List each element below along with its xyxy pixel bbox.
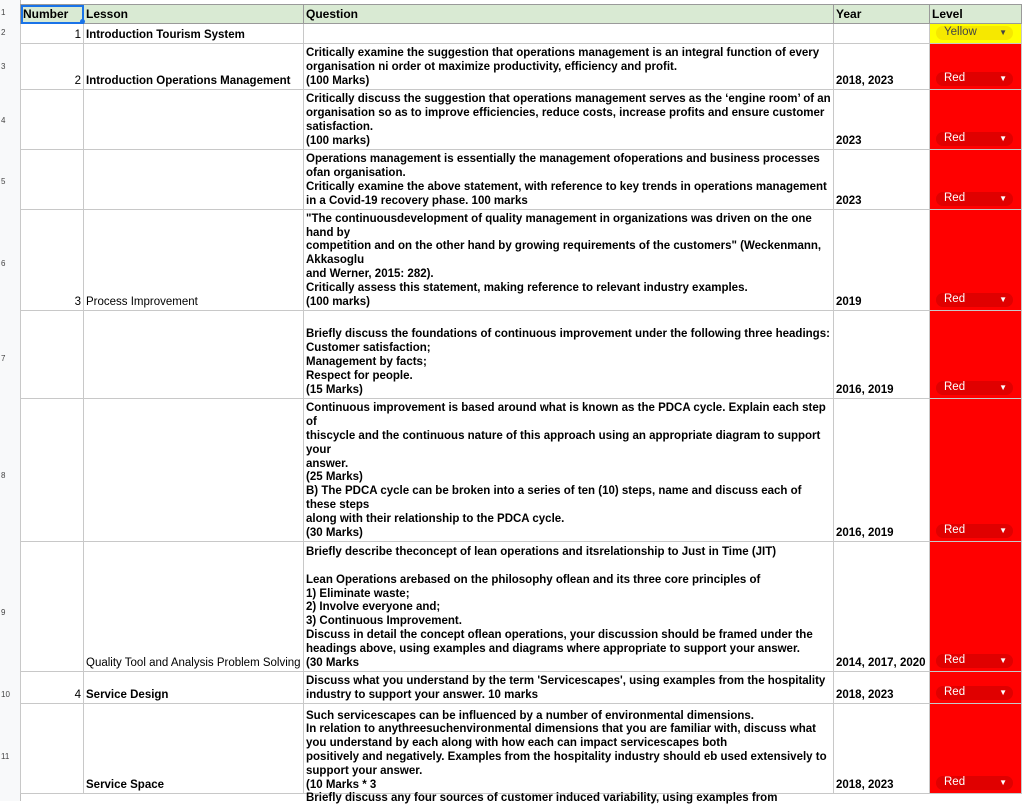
- chevron-down-icon: ▼: [999, 74, 1007, 84]
- header-row: [21, 5, 1022, 24]
- table-row: [21, 672, 1022, 704]
- number-cell[interactable]: [21, 150, 84, 210]
- row-number[interactable]: 4: [1, 116, 6, 125]
- lesson-cell[interactable]: [84, 311, 304, 399]
- level-value: Red: [944, 524, 966, 537]
- number-cell[interactable]: [21, 399, 84, 542]
- table-row: [21, 399, 1022, 542]
- level-dropdown-chip[interactable]: [936, 192, 1013, 206]
- table-row: [21, 311, 1022, 399]
- level-value: Red: [944, 192, 966, 205]
- chevron-down-icon: ▼: [999, 656, 1007, 666]
- year-cell[interactable]: 2018, 2023: [834, 44, 930, 90]
- level-dropdown-chip[interactable]: [936, 72, 1013, 86]
- question-cell[interactable]: "The continuousdevelopment of quality management in organizations was driven on the one hand by competition and on the other hand by growing requirements of the customers" (Weckenmann, Akkasoglu and Werner, 2015: 282). Critically assess this statement, making reference to relevant industry examples. (100 marks): [304, 210, 834, 311]
- level-value: Yellow: [944, 26, 977, 39]
- level-dropdown-chip[interactable]: [936, 524, 1013, 538]
- number-cell[interactable]: 1: [21, 24, 84, 44]
- question-cell[interactable]: Critically examine the suggestion that operations management is an integral function of every organisation ni order ot maximize productivity, efficiency and profit. (100 Marks): [304, 44, 834, 90]
- lesson-cell[interactable]: Quality Tool and Analysis Problem Solving: [84, 542, 304, 672]
- header-number[interactable]: Number: [21, 5, 84, 24]
- row-number[interactable]: 3: [1, 62, 6, 71]
- row-number[interactable]: 2: [1, 28, 6, 37]
- year-cell[interactable]: 2018, 2023: [834, 704, 930, 794]
- level-cell[interactable]: [930, 399, 1022, 542]
- chevron-down-icon: ▼: [999, 28, 1007, 38]
- year-cell[interactable]: 2018, 2023: [834, 672, 930, 704]
- lesson-cell[interactable]: [84, 399, 304, 542]
- chevron-down-icon: ▼: [999, 194, 1007, 204]
- level-value: Red: [944, 776, 966, 789]
- chevron-down-icon: ▼: [999, 295, 1007, 305]
- question-cell[interactable]: Briefly describe theconcept of lean operations and itsrelationship to Just in Time (JIT) Lean Operations arebased on the philosophy oflean and its three core principles of 1) Eliminate waste; 2) Involve everyone and; 3) Continuous Improvement. Discuss in detail the concept oflean operations, your discussion should be framed under the headings above, using examples and diagrams where appropriate to support your answer. (30 Marks: [304, 542, 834, 672]
- number-cell[interactable]: 4: [21, 672, 84, 704]
- number-cell[interactable]: 3: [21, 210, 84, 311]
- level-dropdown-chip[interactable]: [936, 776, 1013, 790]
- number-cell[interactable]: [21, 90, 84, 150]
- level-value: Red: [944, 686, 966, 699]
- year-cell[interactable]: 2023: [834, 150, 930, 210]
- table-row: [21, 704, 1022, 794]
- question-cell[interactable]: Such servicescapes can be influenced by a number of environmental dimensions. In relation to anythreesuchenvironmental dimensions that you are familiar with, discuss what you understand by each along with how each can impact servicescapes both positively and negatively. Examples from the hospitality industry should eb used extensively to support your answer. (10 Marks * 3: [304, 704, 834, 794]
- spreadsheet-grid: [20, 4, 1022, 794]
- question-cell[interactable]: Briefly discuss the foundations of continuous improvement under the following three headings: Customer satisfaction; Management by facts; Respect for people. (15 Marks): [304, 311, 834, 399]
- table-row: [21, 542, 1022, 672]
- level-cell[interactable]: [930, 90, 1022, 150]
- row-number[interactable]: 8: [1, 470, 6, 480]
- level-value: Red: [944, 132, 966, 145]
- level-value: Red: [944, 293, 966, 306]
- level-cell[interactable]: [930, 542, 1022, 672]
- table-row: [21, 24, 1022, 44]
- header-year[interactable]: Year: [834, 5, 930, 24]
- question-cell[interactable]: Continuous improvement is based around what is known as the PDCA cycle. Explain each step of thiscycle and the continuous nature of this approach using an appropriate diagram to support your answer. (25 Marks) B) The PDCA cycle can be broken into a series of ten (10) steps, name and discuss each of these steps along with their relationship to the PDCA cycle. (30 Marks): [304, 399, 834, 542]
- level-value: Red: [944, 654, 966, 667]
- number-cell[interactable]: [21, 704, 84, 794]
- header-level[interactable]: Level: [930, 5, 1022, 24]
- chevron-down-icon: ▼: [999, 134, 1007, 144]
- lesson-cell[interactable]: Service Design: [84, 672, 304, 704]
- chevron-down-icon: ▼: [999, 526, 1007, 536]
- year-cell[interactable]: 2016, 2019: [834, 311, 930, 399]
- lesson-cell[interactable]: Introduction Tourism System: [84, 24, 304, 44]
- level-dropdown-chip[interactable]: [936, 654, 1013, 668]
- question-cell[interactable]: Discuss what you understand by the term 'Servicescapes', using examples from the hospitality industry to support your answer. 10 marks: [304, 672, 834, 704]
- level-value: Red: [944, 381, 966, 394]
- question-cell[interactable]: [304, 24, 834, 44]
- lesson-cell[interactable]: Introduction Operations Management: [84, 44, 304, 90]
- header-lesson[interactable]: Lesson: [84, 5, 304, 24]
- number-cell[interactable]: [21, 311, 84, 399]
- level-cell[interactable]: [930, 704, 1022, 794]
- chevron-down-icon: ▼: [999, 778, 1007, 788]
- row-number[interactable]: 9: [1, 608, 6, 617]
- level-dropdown-chip[interactable]: [936, 381, 1013, 395]
- chevron-down-icon: ▼: [999, 688, 1007, 698]
- year-cell[interactable]: 2014, 2017, 2020: [834, 542, 930, 672]
- year-cell[interactable]: 2016, 2019: [834, 399, 930, 542]
- partial-next-row: Briefly discuss any four sources of customer induced variability, using examples from: [306, 792, 778, 804]
- level-dropdown-chip[interactable]: [936, 686, 1013, 700]
- level-value: Red: [944, 72, 966, 85]
- level-cell[interactable]: [930, 311, 1022, 399]
- year-cell[interactable]: 2019: [834, 210, 930, 311]
- table-row: [21, 90, 1022, 150]
- lesson-cell[interactable]: [84, 150, 304, 210]
- chevron-down-icon: ▼: [999, 383, 1007, 393]
- lesson-cell[interactable]: Service Space: [84, 704, 304, 794]
- level-cell[interactable]: [930, 672, 1022, 704]
- row-number[interactable]: 1: [1, 8, 6, 17]
- lesson-cell[interactable]: [84, 90, 304, 150]
- lesson-cell[interactable]: Process Improvement: [84, 210, 304, 311]
- number-cell[interactable]: [21, 542, 84, 672]
- level-dropdown-chip[interactable]: [936, 26, 1013, 40]
- header-question[interactable]: Question: [304, 5, 834, 24]
- year-cell[interactable]: [834, 24, 930, 44]
- table-row: [21, 150, 1022, 210]
- row-number[interactable]: 5: [1, 177, 6, 186]
- row-number[interactable]: 11: [1, 752, 10, 761]
- level-dropdown-chip[interactable]: [936, 293, 1013, 307]
- level-cell[interactable]: [930, 44, 1022, 90]
- row-number[interactable]: 10: [1, 690, 10, 699]
- number-cell[interactable]: 2: [21, 44, 84, 90]
- question-cell[interactable]: Critically discuss the suggestion that operations management serves as the ‘engine room’ of an organisation so as to improve efficiencies, reduce costs, increase profits and ensure customer satisfaction. (100 marks): [304, 90, 834, 150]
- year-cell[interactable]: 2023: [834, 90, 930, 150]
- level-cell[interactable]: [930, 150, 1022, 210]
- level-dropdown-chip[interactable]: [936, 132, 1013, 146]
- question-cell[interactable]: Operations management is essentially the management ofoperations and business processes ofan organisation. Critically examine the above statement, with reference to key trends in operations management in a Covid-19 recovery phase. 100 marks: [304, 150, 834, 210]
- level-cell[interactable]: [930, 24, 1022, 44]
- table-row: [21, 210, 1022, 311]
- row-number[interactable]: 6: [1, 258, 6, 268]
- level-cell[interactable]: [930, 210, 1022, 311]
- row-number[interactable]: 7: [1, 354, 6, 363]
- table-row: [21, 44, 1022, 90]
- selection-handle[interactable]: [80, 19, 85, 24]
